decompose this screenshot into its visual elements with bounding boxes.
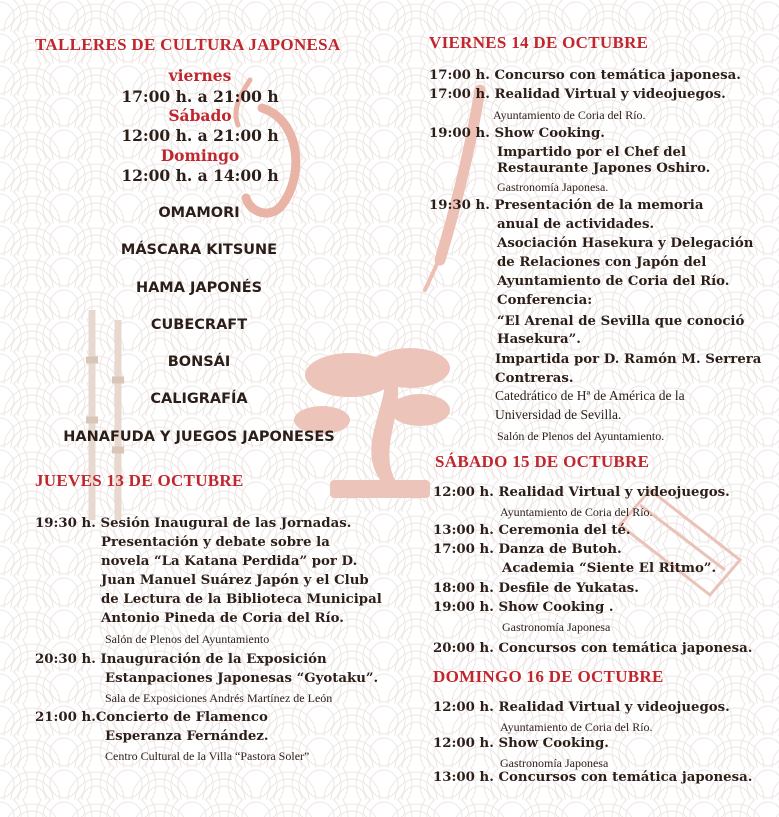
domingo-title: DOMINGO 16 DE OCTUBRE	[433, 667, 664, 686]
event-line: Estanpaciones Japonesas “Gyotaku”.	[105, 671, 379, 686]
event-line: 17:00 h. Danza de Butoh.	[433, 542, 622, 557]
schedule-day: Domingo	[160, 146, 240, 165]
event-location: Salón de Plenos del Ayuntamiento	[105, 632, 270, 646]
event-line: Impartida por D. Ramón M. Serrera	[495, 352, 762, 367]
schedule-day: viernes	[168, 66, 232, 85]
event-line: 12:00 h. Realidad Virtual y videojuegos.	[433, 485, 730, 500]
event-line: Hasekura”.	[497, 332, 581, 347]
event-line: Ayuntamiento de Coria del Río.	[497, 274, 730, 289]
event-line: “El Arenal de Sevilla que conoció	[497, 314, 745, 329]
workshop-item: HAMA JAPONÉS	[135, 280, 263, 296]
event-location: Gastronomía Japonesa.	[497, 180, 609, 194]
event-location: Gastronomía Japonesa	[502, 620, 611, 634]
event-line: Antonio Pineda de Coria del Río.	[101, 611, 344, 626]
event-line: 18:00 h. Desfile de Yukatas.	[433, 581, 639, 596]
event-line: Restaurante Japones Oshiro.	[497, 161, 711, 176]
workshop-item: BONSÁI	[167, 354, 231, 370]
event-line: 21:00 h.Concierto de Flamenco	[35, 710, 268, 725]
event-location: Catedrático de Hª de América de la	[495, 388, 685, 403]
workshop-item: CALIGRAFÍA	[150, 391, 248, 407]
event-line: 19:30 h. Sesión Inaugural de las Jornadas.	[35, 516, 352, 531]
event-location: Ayuntamiento de Coria del Río.	[500, 720, 653, 734]
event-line: Academia “Siente El Ritmo”.	[502, 561, 717, 576]
event-line: 13:00 h. Concursos con temática japonesa.	[433, 770, 753, 785]
event-line: novela “La Katana Perdida” por D.	[101, 554, 358, 569]
event-location: Centro Cultural de la Villa “Pastora Soler”	[105, 749, 310, 763]
event-line: 12:00 h. Show Cooking.	[433, 736, 609, 751]
event-location: Salón de Plenos del Ayuntamiento.	[497, 429, 665, 443]
sabado-title: SÁBADO 15 DE OCTUBRE	[435, 452, 650, 471]
workshop-item: OMAMORI	[158, 205, 240, 221]
event-line: 19:30 h. Presentación de la memoria	[429, 198, 704, 213]
talleres-title: TALLERES DE CULTURA JAPONESA	[35, 35, 341, 54]
jueves-title: JUEVES 13 DE OCTUBRE	[35, 471, 244, 490]
event-line: 13:00 h. Ceremonia del té.	[433, 523, 631, 538]
event-line: Presentación y debate sobre la	[101, 535, 330, 550]
event-line: de Relaciones con Japón del	[497, 255, 707, 270]
event-line: 19:00 h. Show Cooking.	[429, 126, 605, 141]
workshop-item: HANAFUDA Y JUEGOS JAPONESES	[63, 429, 335, 445]
schedule-hours: 17:00 h. a 21:00 h	[121, 87, 279, 106]
event-location: Gastronomía Japonesa	[500, 756, 609, 770]
event-line: 19:00 h. Show Cooking .	[433, 600, 614, 615]
viernes-title: VIERNES 14 DE OCTUBRE	[429, 33, 649, 52]
schedule-hours: 12:00 h. a 21:00 h	[121, 126, 279, 145]
event-line: 17:00 h. Concurso con temática japonesa.	[429, 68, 741, 83]
event-location: Ayuntamiento de Coria del Río.	[500, 505, 653, 519]
event-line: 20:00 h. Concursos con temática japonesa.	[433, 641, 753, 656]
event-line: Contreras.	[495, 371, 574, 386]
schedule-day: Sábado	[168, 106, 232, 125]
event-location: Ayuntamiento de Coria del Río.	[493, 108, 646, 122]
schedule-hours: 12:00 h. a 14:00 h	[121, 166, 279, 185]
event-line: Juan Manuel Suárez Japón y el Club	[101, 573, 369, 588]
event-line: 20:30 h. Inauguración de la Exposición	[35, 652, 327, 667]
event-line: Esperanza Fernández.	[105, 729, 269, 744]
event-line: 17:00 h. Realidad Virtual y videojuegos.	[429, 87, 726, 102]
event-line: Asociación Hasekura y Delegación	[497, 236, 754, 251]
event-line: anual de actividades.	[497, 217, 655, 232]
event-line: Impartido por el Chef del	[497, 145, 687, 160]
event-location: Universidad de Sevilla.	[495, 407, 622, 422]
workshop-item: CUBECRAFT	[150, 317, 248, 333]
event-location: Sala de Exposiciones Andrés Martínez de León	[105, 691, 333, 705]
event-line: Conferencia:	[497, 293, 593, 308]
event-line: de Lectura de la Biblioteca Municipal	[101, 592, 382, 607]
workshop-item: MÁSCARA KITSUNE	[120, 242, 278, 258]
event-line: 12:00 h. Realidad Virtual y videojuegos.	[433, 700, 730, 715]
